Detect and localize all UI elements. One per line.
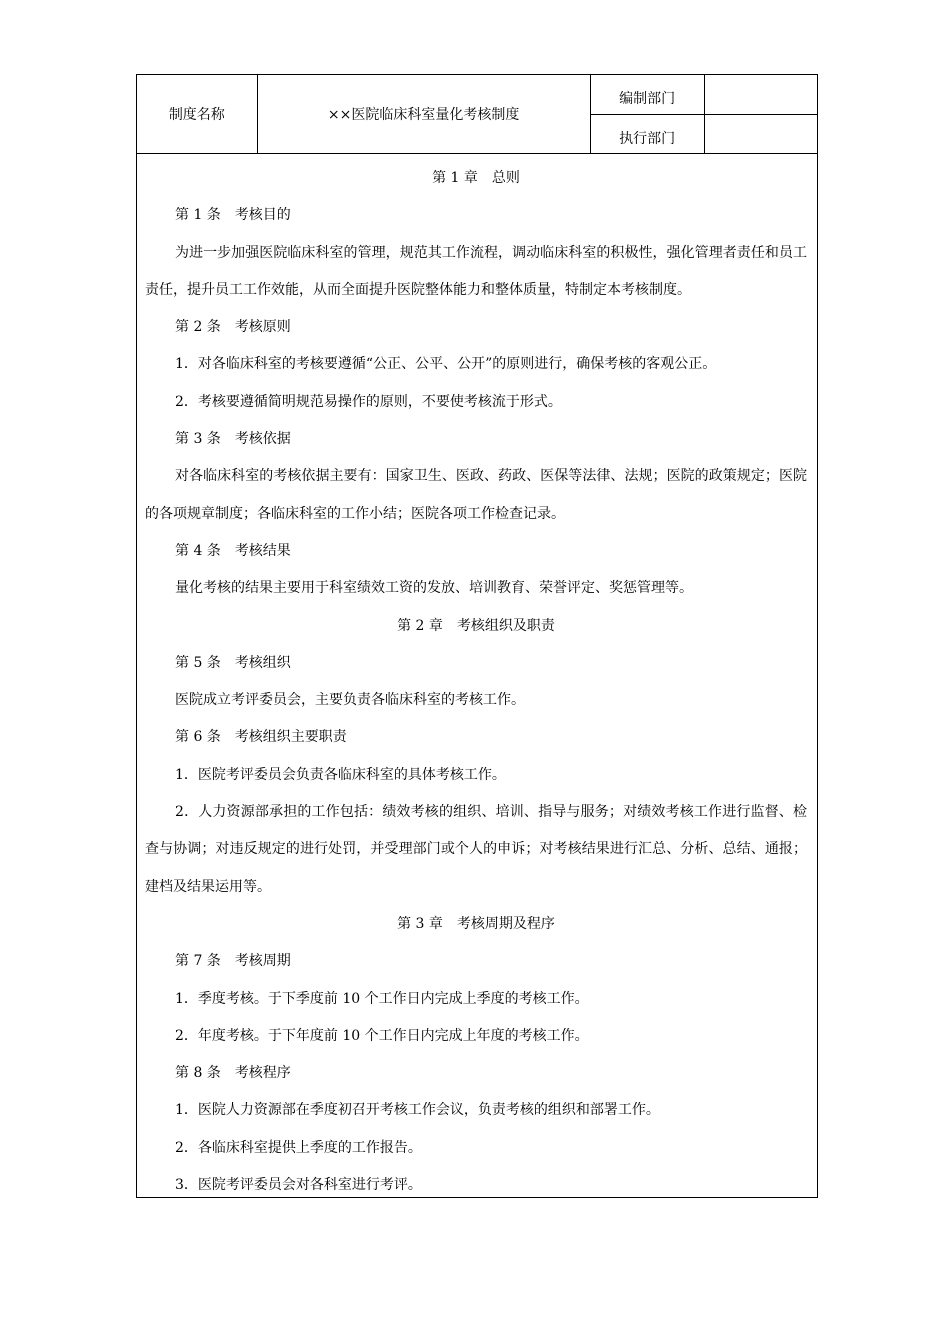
article-heading: 第 5 条 考核组织	[175, 654, 291, 671]
article-heading: 第 3 条 考核依据	[175, 431, 291, 448]
article-heading: 第 6 条 考核组织主要职责	[175, 729, 347, 746]
document-body	[137, 154, 817, 1204]
paragraph: 2．考核要遵循简明规范易操作的原则，不要使考核流于形式。	[175, 393, 562, 410]
exec-dept-value	[705, 115, 817, 154]
article-heading: 第 8 条 考核程序	[175, 1065, 291, 1082]
regulation-document	[136, 74, 818, 1198]
article-heading: 第 1 条 考核目的	[175, 207, 291, 224]
paragraph: 对各临床科室的考核依据主要有：国家卫生、医政、药政、医保等法律、法规；医院的政策规定；医院的各项规章制度；各临床科室的工作小结；医院各项工作检查记录。	[145, 468, 807, 522]
exec-dept-label: 执行部门	[591, 115, 705, 154]
chapter-heading: 第 2 章 考核组织及职责	[397, 617, 555, 634]
paragraph: 3．医院考评委员会对各科室进行考评。	[175, 1177, 422, 1194]
chapter-heading: 第 3 章 考核周期及程序	[397, 915, 555, 932]
paragraph: 1．季度考核。于下季度前 10 个工作日内完成上季度的考核工作。	[175, 990, 589, 1007]
article-heading: 第 7 条 考核周期	[175, 953, 291, 970]
paragraph: 1．医院考评委员会负责各临床科室的具体考核工作。	[175, 766, 506, 783]
article-heading: 第 2 条 考核原则	[175, 319, 291, 336]
header-table	[137, 75, 817, 154]
regulation-title: ××医院临床科室量化考核制度	[258, 75, 591, 153]
article-heading: 第 4 条 考核结果	[175, 542, 291, 559]
paragraph: 2．人力资源部承担的工作包括：绩效考核的组织、培训、指导与服务；对绩效考核工作进行监督、检查与协调；对违反规定的进行处罚，并受理部门或个人的申诉；对考核结果进行汇总、分析、总结、通报；建档及结果运用等。	[145, 804, 807, 895]
paragraph: 1．医院人力资源部在季度初召开考核工作会议，负责考核的组织和部署工作。	[175, 1102, 660, 1119]
paragraph: 2．年度考核。于下年度前 10 个工作日内完成上年度的考核工作。	[175, 1027, 589, 1044]
compile-dept-label: 编制部门	[591, 75, 705, 114]
name-label: 制度名称	[137, 75, 258, 153]
paragraph: 量化考核的结果主要用于科室绩效工资的发放、培训教育、荣誉评定、奖惩管理等。	[175, 580, 693, 597]
paragraph: 2．各临床科室提供上季度的工作报告。	[175, 1139, 422, 1156]
compile-dept-value	[705, 75, 817, 114]
chapter-heading: 第 1 章 总则	[432, 170, 520, 186]
paragraph: 医院成立考评委员会，主要负责各临床科室的考核工作。	[175, 692, 525, 709]
department-cells	[591, 75, 817, 153]
paragraph: 为进一步加强医院临床科室的管理，规范其工作流程，调动临床科室的积极性，强化管理者责任和员工责任，提升员工工作效能，从而全面提升医院整体能力和整体质量，特制定本考核制度。	[145, 244, 807, 298]
paragraph: 1．对各临床科室的考核要遵循“公正、公平、公开”的原则进行，确保考核的客观公正。	[175, 356, 717, 373]
